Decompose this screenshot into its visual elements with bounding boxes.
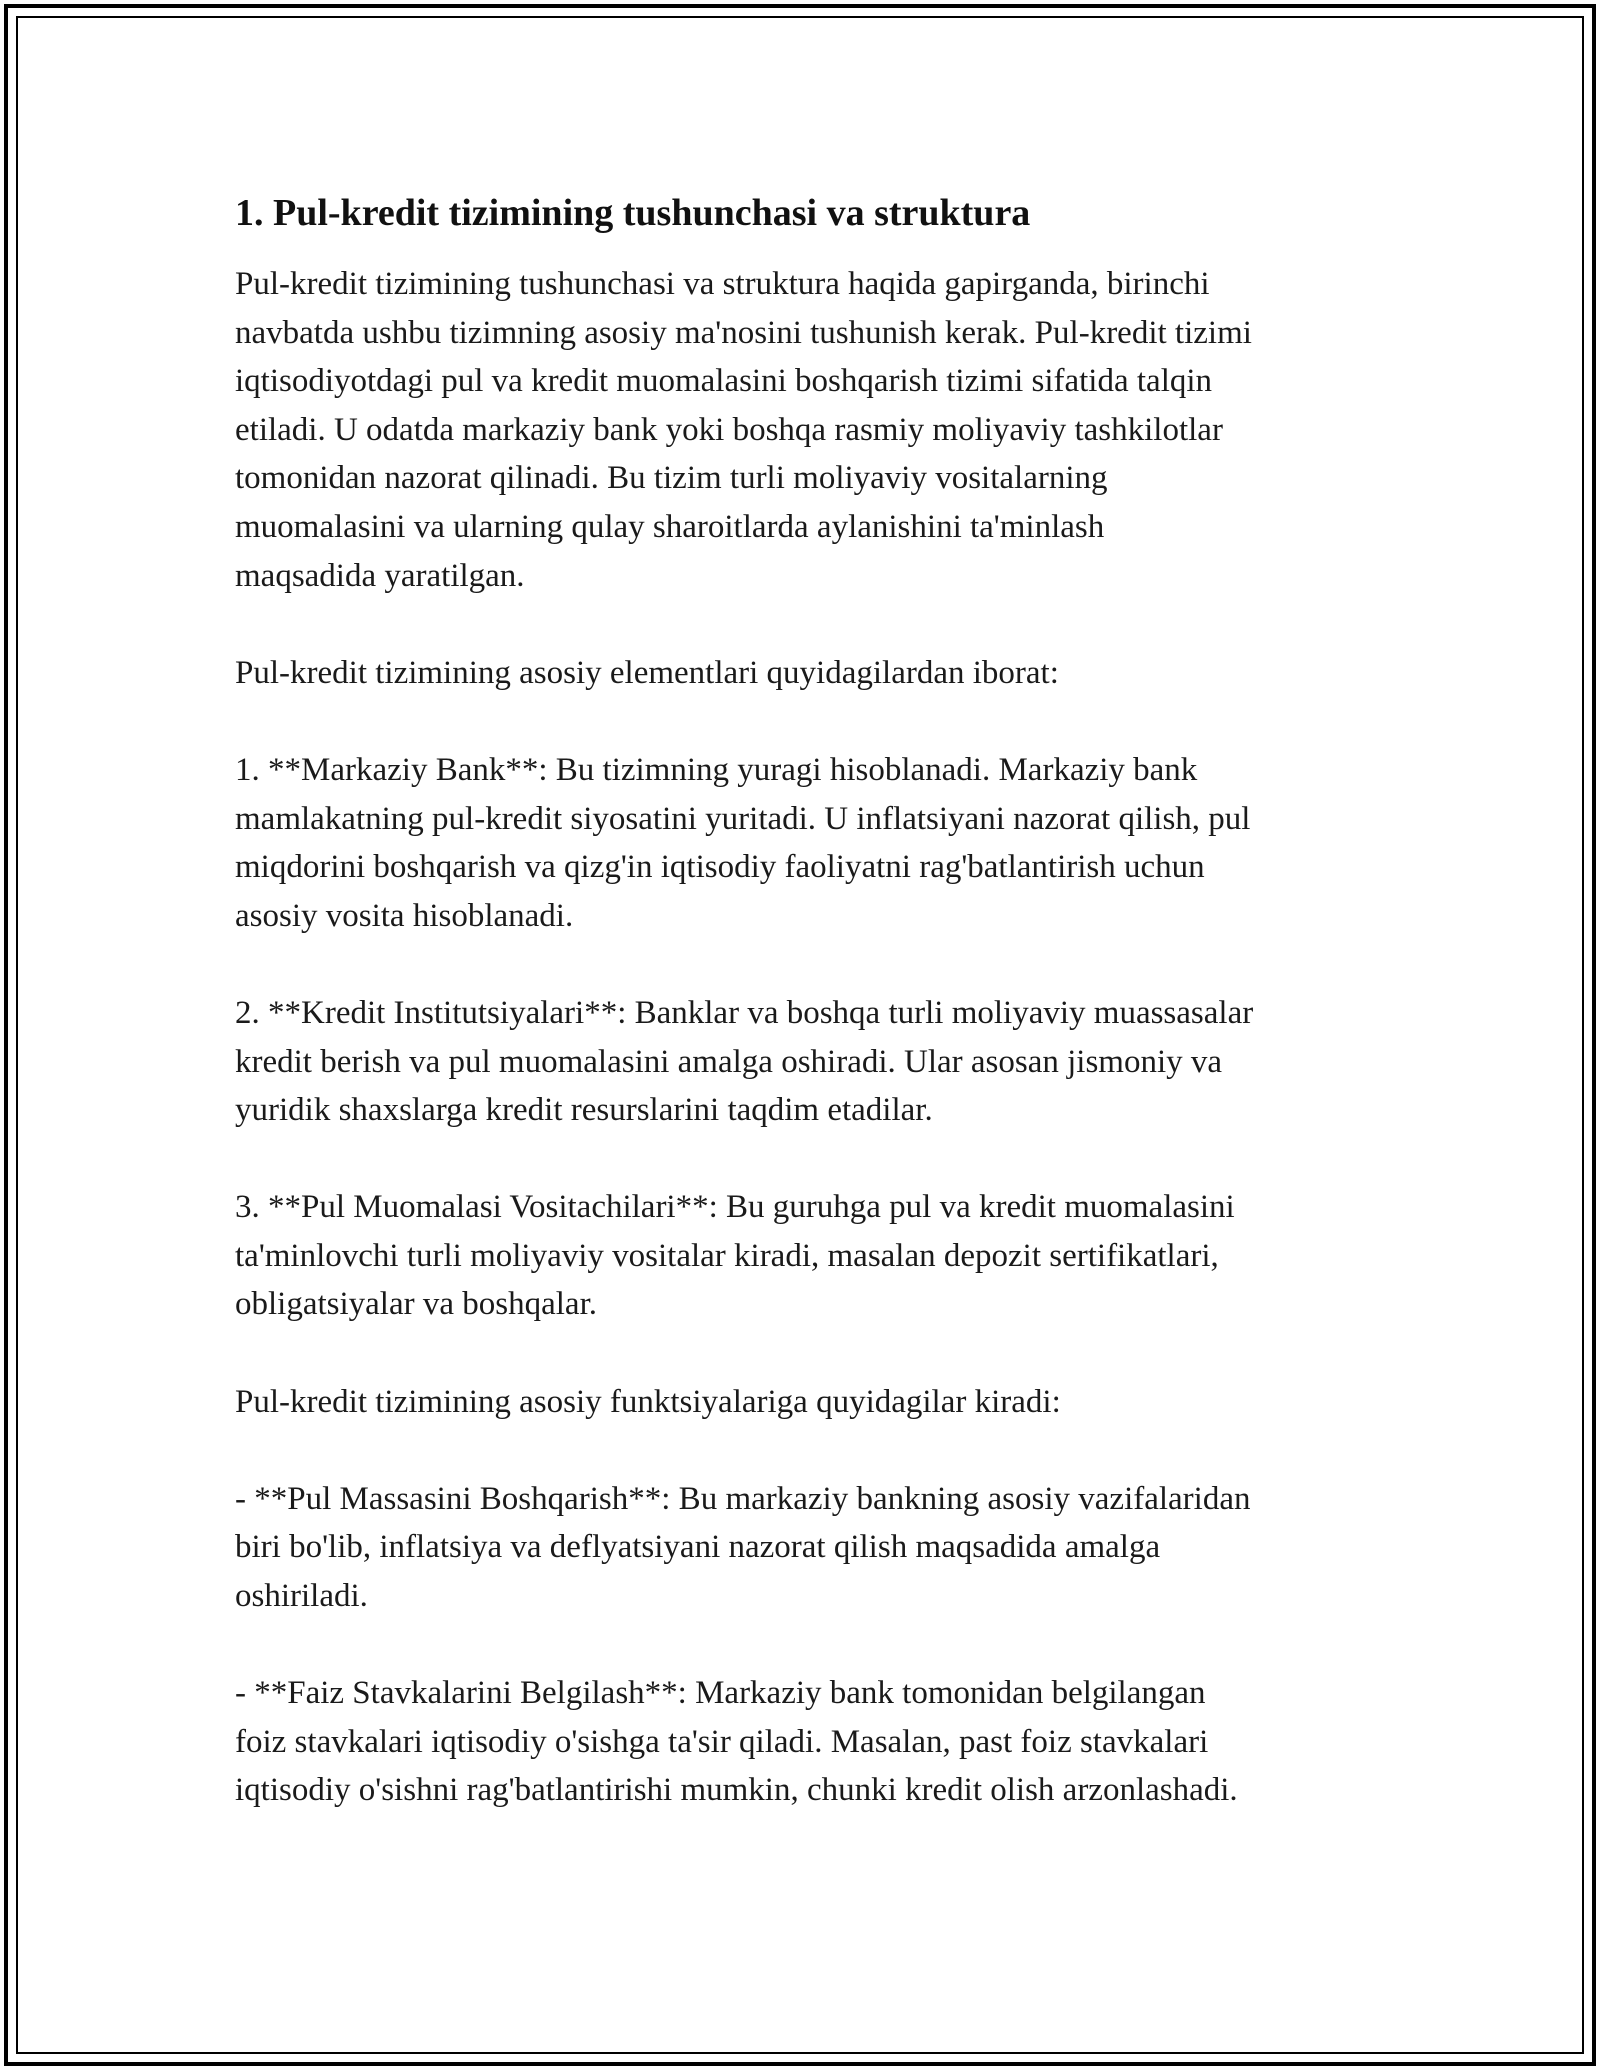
paragraph-spacer [235,600,1385,649]
paragraph-spacer [235,1135,1385,1184]
intro-paragraph: Pul-kredit tizimining tushunchasi va struktura haqida gapirganda, birinchi navbatda ushbu tizimning asosiy ma'nosini tushunish kerak. Pul-kredit tizimi iqtisodiyotdagi pul va kredit muomalasini boshqarish tizimi sifatida talqin etiladi. U odatda markaziy bank yoki boshqa rasmiy moliyaviy tashkilotlar tomonidan nazorat qilinadi. Bu tizim turli moliyaviy vositalarning muomalasini va ularning qulay sharoitlarda aylanishini ta'minlash maqsadida yaratilgan. [235,266,1252,594]
elements-intro-paragraph: Pul-kredit tizimining asosiy elementlari quyidagilardan iborat: [235,654,1059,691]
bullet-money-supply: - **Pul Massasini Boshqarish**: Bu markaziy bankning asosiy vazifalaridan biri bo'lib, inflatsiya va deflyatsiyani nazorat qilish maqsadida amalga oshiriladi. [235,1480,1251,1615]
list-item-central-bank: 1. **Markaziy Bank**: Bu tizimning yuragi hisoblanadi. Markaziy bank mamlakatning pul-kredit siyosatini yuritadi. U inflatsiyani nazorat qilish, pul miqdorini boshqarish va qizg'in iqtisodiy faoliyatni rag'batlantirish uchun asosiy vosita hisoblanadi. [235,751,1251,934]
section-heading: 1. Pul-kredit tizimining tushunchasi va struktura [235,192,1031,234]
paragraph-spacer [235,1426,1385,1475]
paragraph-spacer [235,697,1385,746]
list-item-credit-institutions: 2. **Kredit Institutsiyalari**: Banklar va boshqa turli moliyaviy muassasalar kredit berish va pul muomalasini amalga oshiradi. Ular asosan jismoniy va yuridik shaxslarga kredit resurslarini taqdim etadilar. [235,994,1254,1129]
document-body [235,186,1385,1815]
paragraph-spacer [235,1329,1385,1378]
list-item-money-intermediaries: 3. **Pul Muomalasi Vositachilari**: Bu guruhga pul va kredit muomalasini ta'minlovchi turli moliyaviy vositalar kiradi, masalan depozit sertifikatlari, obligatsiyalar va boshqalar. [235,1189,1235,1323]
functions-intro-paragraph: Pul-kredit tizimining asosiy funktsiyalariga quyidagilar kiradi: [235,1383,1061,1420]
bullet-interest-rates: - **Faiz Stavkalarini Belgilash**: Markaziy bank tomonidan belgilangan foiz stavkalari iqtisodiy o'sishga ta'sir qiladi. Masalan, past foiz stavkalari iqtisodiy o'sishni rag'batlantirishi mumkin, chunki kredit olish arzonlashadi. [235,1675,1238,1809]
paragraph-spacer [235,1621,1385,1670]
paragraph-spacer [235,940,1385,989]
